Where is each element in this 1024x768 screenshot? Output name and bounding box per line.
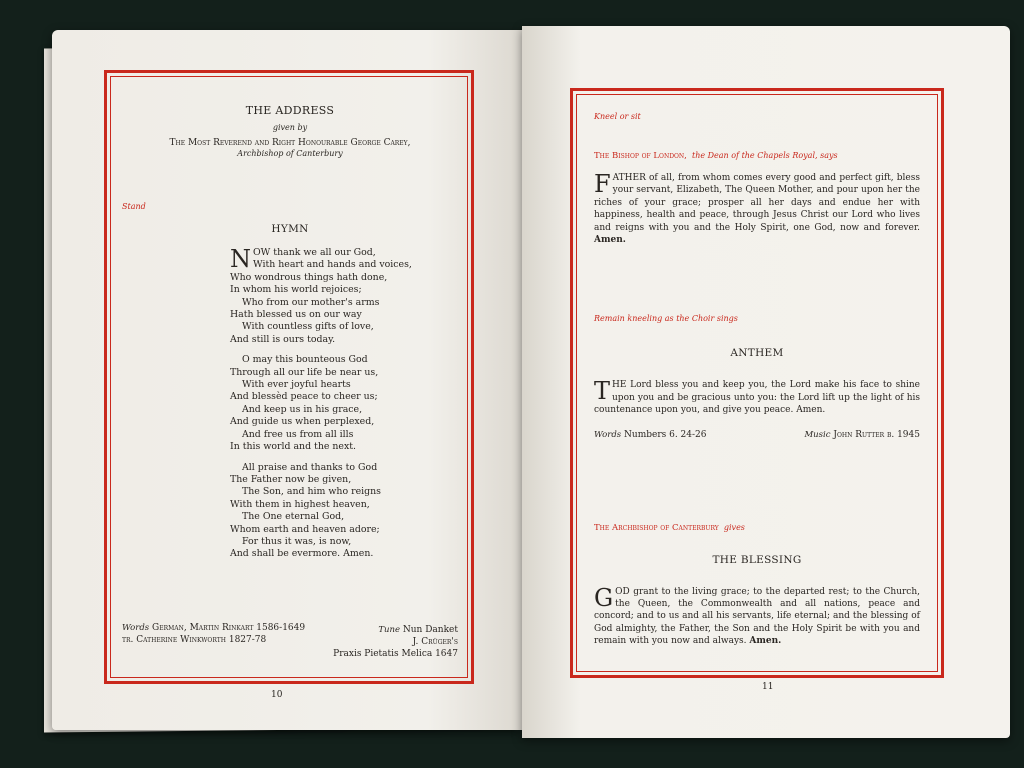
bishop-rubric [594,143,920,162]
right-page [522,26,1010,738]
right-page-content [594,104,920,664]
page-number-right: 11 [762,682,774,692]
hymn-line: Whom earth and heaven adore; [230,523,380,535]
tune-composer: J. Crüger's [412,637,458,647]
tune-credit [298,624,458,660]
prayer-dropcap: F [594,170,611,198]
hymn-line: With countless gifts of love, [242,321,374,333]
archbishop-rubric [594,515,920,534]
anthem-music-label: Music [804,429,831,440]
hymn-line: And guide us when perplexed, [230,416,375,428]
prayer-amen: Amen. [594,235,626,246]
words-credit [122,622,322,646]
hymn-line: The Son, and him who reigns [242,486,381,498]
left-page [52,30,522,730]
words-line-1: German, Martin Rinkart 1586-1649 [152,623,306,633]
address-heading: THE ADDRESS [245,104,335,117]
hymn-line: With ever joyful hearts [242,379,351,391]
anthem-music: John Rutter b. 1945 [833,429,920,440]
hymn-verse-2 [230,354,458,453]
hymn-verse-1 [230,247,458,346]
anthem-words-credit [594,429,707,441]
hymn-line: For thus it was, is now, [242,535,352,547]
rubric-kneel: Kneel or sit [594,112,641,121]
blessing-body: OD grant to the living grace; to the departed rest; to the Church, the Queen, the Commonwealth and all nations, peace and concord; and to us and all his servants, life eternal; and the blessing of God almighty, the Father, the Son and the Holy Spirit be with you and remain with you now and always. [594,586,920,647]
hymn-line: With heart and hands and voices, [253,259,412,271]
archbishop-gives: gives [723,522,745,532]
hymn-line: In whom his world rejoices; [230,284,362,296]
bishop-role: the Dean of the Chapels Royal, says [691,151,838,160]
anthem-dropcap: T [594,377,611,406]
hymn-dropcap: N [230,245,251,273]
anthem-title: ANTHEM [730,347,784,360]
anthem-body: HE Lord bless you and keep you, the Lord make his face to shine upon you and be gracious unto you: the Lord lift up the light of his countenance upon you, and give you peace. Amen. [594,380,920,416]
hymn-line: Who wondrous things hath done, [230,271,388,283]
rubric-choir: Remain kneeling as the Choir sings [594,314,738,324]
speaker-role: Archbishop of Canterbury [237,149,343,158]
page-number-left: 10 [271,690,283,700]
given-by: given by [272,123,308,132]
bishop-name: The Bishop of London, [594,151,687,161]
anthem-words: Numbers 6. 24-26 [624,429,707,440]
words-line-2: tr. Catherine Winkworth 1827-78 [122,635,267,645]
hymn-line: Through all our life be near us, [230,366,379,378]
words-label: Words [122,623,150,633]
hymn-line: And blessèd peace to cheer us; [230,391,378,403]
hymn-line: All praise and thanks to God [242,461,378,473]
tune-name: Nun Danket [402,625,458,635]
archbishop-name: The Archbishop of Canterbury [594,522,719,533]
hymn-line: O may this bounteous God [242,354,368,366]
hymn-line: In this world and the next. [230,441,357,453]
rubric-stand: Stand [122,202,146,211]
anthem-credits [594,429,920,443]
hymn-line: Who from our mother's arms [242,296,380,308]
hymn-verse-3 [230,462,458,561]
hymn-title: HYMN [271,223,309,235]
blessing-dropcap: G [594,583,614,612]
hymn-line: Hath blessed us on our way [230,309,362,321]
hymn-line: And still is ours today. [230,333,336,345]
hymn-line: And free us from all ills [242,428,354,440]
hymn-line: The Father now be given, [230,473,352,485]
blessing-text [594,583,920,648]
anthem-text [594,379,920,416]
hymn-line: NOW thank we all our God, [230,245,376,273]
anthem-music-credit [804,429,920,441]
hymn-line: With them in highest heaven, [230,498,370,510]
anthem-words-label: Words [594,429,622,440]
hymn-line: And keep us in his grace, [242,403,363,415]
tune-source: Praxis Pietatis Melica 1647 [333,649,458,659]
hymn-line: The One eternal God, [242,511,345,523]
hymn-line: And shall be evermore. Amen. [230,548,374,560]
prayer-text [594,172,920,246]
speaker-name: The Most Reverend and Right Honourable George Carey, [169,138,411,148]
blessing-amen: Amen. [749,636,782,647]
left-page-content [122,84,458,674]
tune-label: Tune [378,625,401,635]
blessing-title: THE BLESSING [712,553,802,566]
prayer-body: ATHER of all, from whom comes every good and perfect gift, bless your servant, Elizabeth, The Queen Mother, and pour upon her the riches of your grace; prosper all her days and endue her with happiness, health and peace, through Jesus Christ our Lord who lives and reigns with you and the Holy Spirit, one God, now and forever. [594,173,920,233]
